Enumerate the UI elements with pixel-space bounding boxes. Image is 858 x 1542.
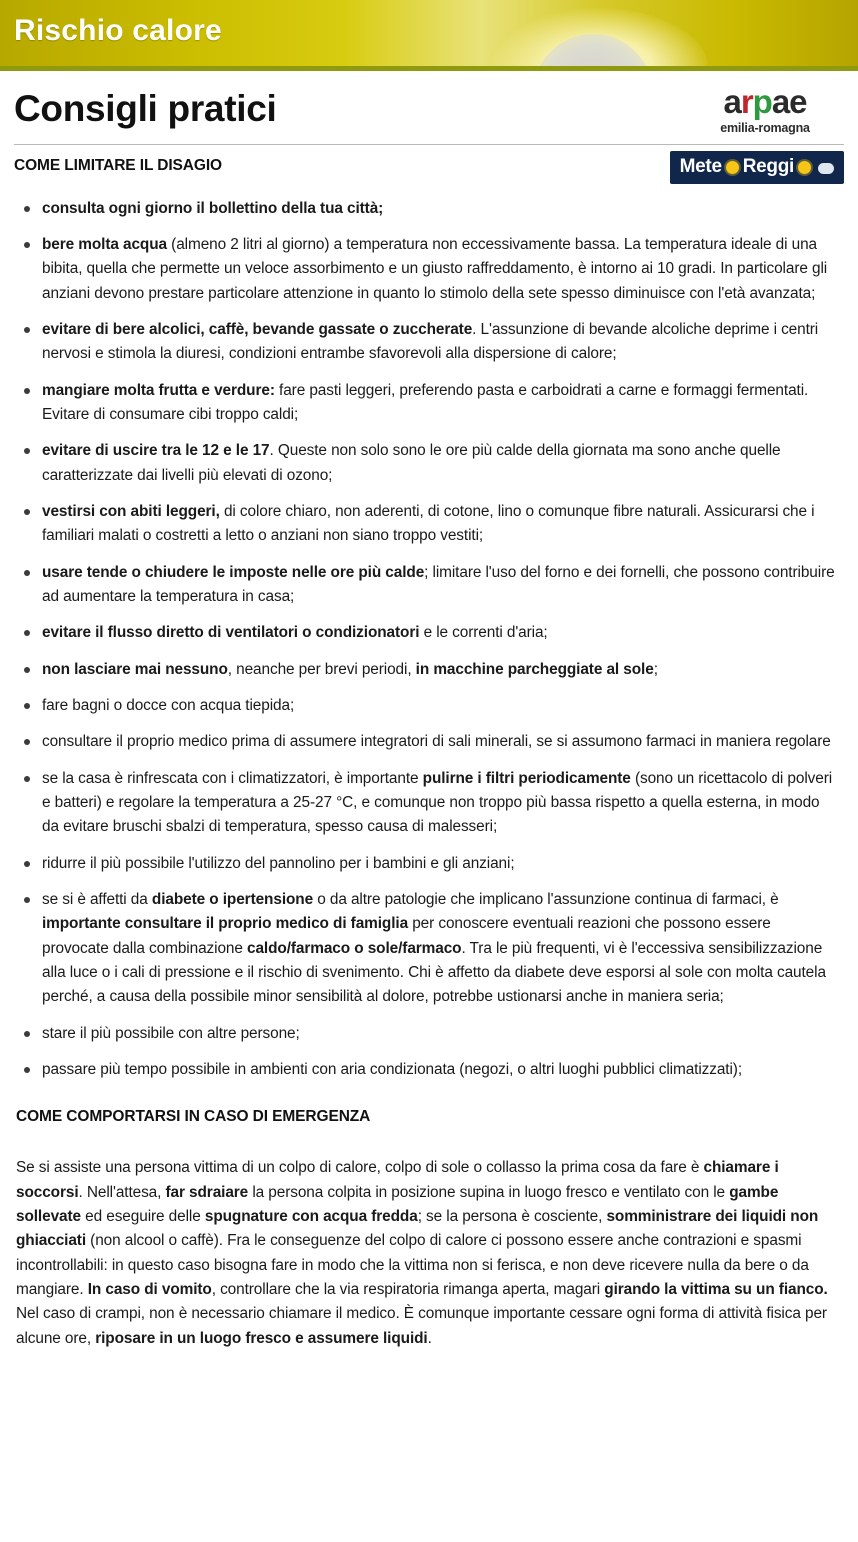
tip-item: se si è affetti da diabete o ipertensione o da altre patologie che implicano l'assunzione continua di farmaci, è importante consultare il proprio medico di famiglia per conoscere eventuali reazioni che possono essere provocate dalla combinazione caldo/farmaco o sole/farmaco. Tra le più frequenti, vi è l'eccessiva sensibilizzazione alla luce o i cali di pressione e il rischio di svenimento. Chi è affetto da diabete deve esporsi al sole con molta cautela perché, a causa della possibile minor sensibilità al dolore, potrebbe ustionarsi anche in maniera seria;	[42, 888, 840, 1010]
heat-risk-banner	[0, 0, 858, 66]
arpae-logo-wordmark	[690, 85, 840, 118]
tip-item: non lasciare mai nessuno, neanche per brevi periodi, in macchine parcheggiate al sole;	[42, 658, 840, 682]
tip-item: vestirsi con abiti leggeri, di colore chiaro, non aderenti, di cotone, lino o comunque fibre naturali. Assicurarsi che i familiari malati o costretti a letto o anziani non siano troppo vestiti;	[42, 500, 840, 549]
tip-item: evitare di bere alcolici, caffè, bevande gassate o zuccherate. L'assunzione di bevande alcoliche deprime i centri nervosi e stimola la diuresi, condizioni entrambe sfavorevoli alla dispersione di calore;	[42, 318, 840, 367]
tip-item: stare il più possibile con altre persone;	[42, 1022, 840, 1046]
tips-section-header	[0, 145, 858, 189]
arpae-letter-p: p	[752, 83, 772, 120]
arpae-logo-subtitle: emilia-romagna	[720, 121, 810, 135]
tip-item: se la casa è rinfrescata con i climatizzatori, è importante pulirne i filtri periodicamente (sono un ricettacolo di polveri e batteri) e regolare la temperatura a 25-27 °C, e comunque non troppo più bassa rispetto a quella esterna, in modo da evitare bruschi sbalzi di temperatura, spesso causa di malesseri;	[42, 767, 840, 840]
meteo-logo-text-1: Mete	[679, 155, 722, 177]
tip-item: consultare il proprio medico prima di assumere integratori di sali minerali, se si assumono farmaci in maniera regolare	[42, 730, 840, 754]
emergency-heading: COME COMPORTARSI IN CASO DI EMERGENZA	[16, 1108, 371, 1126]
tip-item: usare tende o chiudere le imposte nelle ore più calde; limitare l'uso del forno e dei fornelli, che possono contribuire ad aumentare la temperatura in casa;	[42, 561, 840, 610]
tip-item: consulta ogni giorno il bollettino della tua città;	[42, 197, 840, 221]
banner-title: Rischio calore	[14, 14, 222, 47]
emergency-paragraph-1: Se si assiste una persona vittima di un colpo di calore, colpo di sole o collasso la prima cosa da fare è chiamare i soccorsi. Nell'attesa, far sdraiare la persona colpita in posizione supina in luogo fresco e ventilato con le gambe sollevate ed eseguire delle spugnature con acqua fredda; se la persona è cosciente, somministrare dei liquidi non ghiacciati (non alcool o caffè). Fra le conseguenze del colpo di calore ci possono essere anche contrazioni e spasmi incontrollabili: in questo caso bisogna fare in modo che la vittima non si ferisca, e non deve ricevere nulla da bere o da mangiare. In caso di vomito, controllare che la via respiratoria rimanga aperta, magari girando la vittima su un fianco.	[16, 1159, 828, 1298]
tip-item: evitare di uscire tra le 12 e le 17. Queste non solo sono le ore più calde della giornata ma sono anche quelle caratterizzate dai livelli più elevati di ozono;	[42, 439, 840, 488]
tips-list	[0, 197, 858, 1083]
tip-item: ridurre il più possibile l'utilizzo del pannolino per i bambini e gli anziani;	[42, 852, 840, 876]
arpae-letter-a: a	[723, 83, 741, 120]
tip-item: fare bagni o docce con acqua tiepida;	[42, 694, 840, 718]
arpae-letter-r: r	[740, 83, 753, 120]
tip-item: passare più tempo possibile in ambienti con aria condizionata (negozi, o altri luoghi pubblici climatizzati);	[42, 1058, 840, 1082]
tip-item: bere molta acqua (almeno 2 litri al giorno) a temperatura non eccessivamente bassa. La temperatura ideale di una bibita, quella che permette un veloce assorbimento e un giusto raffreddamento, è intorno ai 10 gradi. In particolare gli anziani devono prestare particolare attenzione in quanto lo stimolo della sete spesso diminuisce con l'età avanzata;	[42, 233, 840, 306]
meteo-logo-text-2: Reggi	[742, 155, 794, 177]
meteo-reggio-logo	[670, 151, 844, 184]
tip-item: mangiare molta frutta e verdure: fare pasti leggeri, preferendo pasta e carboidrati a carne e formaggi fermentati. Evitare di consumare cibi troppo caldi;	[42, 379, 840, 428]
tip-item: evitare il flusso diretto di ventilatori o condizionatori e le correnti d'aria;	[42, 621, 840, 645]
emergency-body	[0, 1126, 858, 1377]
sun-icon	[798, 161, 811, 174]
arpae-letters-ae: ae	[771, 83, 807, 120]
sun-icon	[726, 161, 739, 174]
cloud-icon	[818, 163, 834, 174]
document-header	[0, 71, 858, 135]
page-title: Consigli pratici	[14, 88, 277, 129]
tips-heading: COME LIMITARE IL DISAGIO	[14, 156, 223, 174]
emergency-paragraph-2: Nel caso di crampi, non è necessario chiamare il medico. È comunque importante cessare ogni forma di attività fisica per alcune ore, riposare in un luogo fresco e assumere liquidi.	[16, 1305, 827, 1347]
arpae-logo	[690, 85, 840, 135]
